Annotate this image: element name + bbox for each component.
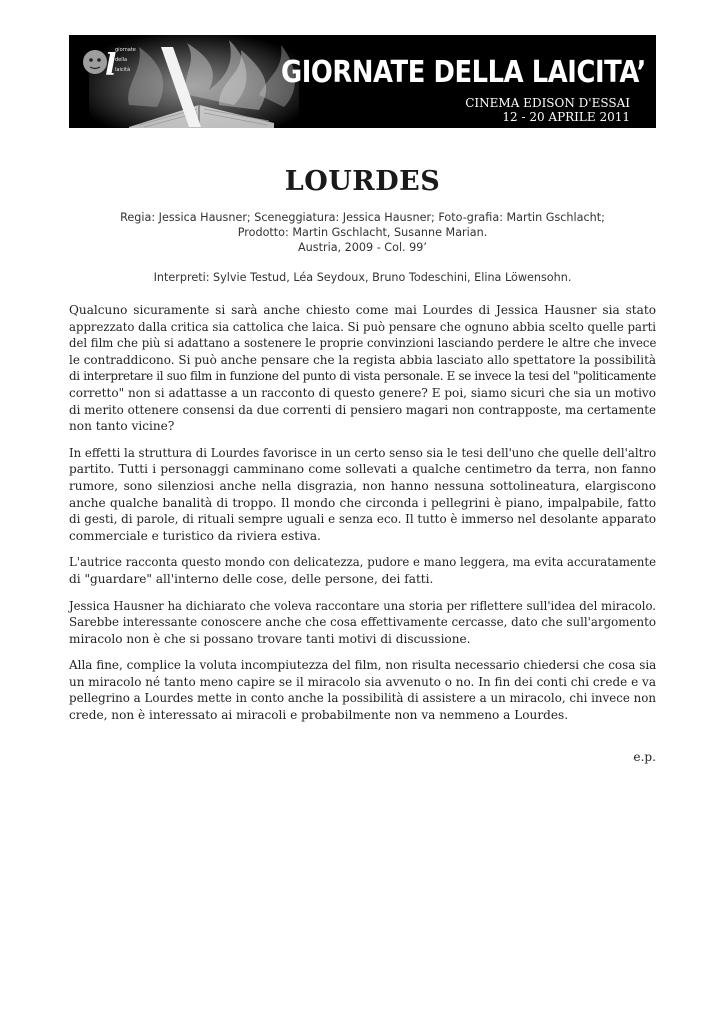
text-line: crede, non è interessato ai miracoli e probabilmente non va nemmeno a Lourdes. [69, 708, 569, 723]
text-line: Alla fine, complice la voluta incompiutezza del film, non risulta necessario chiedersi che cosa sia [69, 658, 657, 673]
review-body [69, 302, 656, 734]
text-line: anche qualche banalità di troppo. Il mondo che circonda i pellegrini è piano, impalpabile, fatto [69, 495, 656, 510]
review-paragraph [69, 554, 656, 587]
festival-dates: 12 - 20 APRILE 2011 [502, 110, 630, 124]
text-line: di gesti, di parole, di rituali sempre uguali e senza eco. Il tutto è immerso nel desolante apparato [69, 512, 657, 527]
text-line: In effetti la struttura di Lourdes favorisce in un certo senso sia le tesi dell'uno che quelle dell'altro [69, 445, 657, 460]
logo-word: laicità [115, 67, 131, 73]
festival-banner [69, 35, 656, 128]
review-paragraph [69, 598, 656, 648]
logo-word: della [115, 57, 128, 63]
credits-line: Prodotto: Martin Gschlacht, Susanne Marian. [237, 226, 488, 239]
text-line: non tanto vicine? [69, 419, 175, 434]
text-line: rumore, sono silenziosi anche nella disgrazia, non hanno nessuna sottolineatura, elargiscono [69, 478, 656, 493]
review-paragraph [69, 445, 656, 545]
text-line: miracolo non è che si possano trovare tanti motivi di discussione. [69, 631, 471, 646]
text-line: apprezzato dalla critica sia cattolica che laica. Si può pensare che ognuno abbia scelto quelle parti [69, 319, 656, 334]
text-line: pellegrino a Lourdes mette in conto anche la possibilità di assistere a un miracolo, chi invece non [69, 691, 656, 706]
credits-line: Regia: Jessica Hausner; Sceneggiatura: Jessica Hausner; Foto-grafia: Martin Gschlacht; [120, 211, 605, 224]
text-line: le contraddicono. Si può anche pensare che la regista abbia lasciato allo spettatore la possibilità [69, 352, 657, 367]
text-line: Jessica Hausner ha dichiarato che voleva raccontare una storia per riflettere sull'idea del miracolo. [69, 598, 656, 613]
film-title: LOURDES [284, 166, 441, 197]
text-line: corretto" non si adattasse a un racconto di questo genere? E poi, siamo sicuri che sia un motivo [69, 385, 656, 400]
logo-wordmark [115, 45, 136, 75]
text-line: Qualcuno sicuramente si sarà anche chiesto come mai Lourdes di Jessica Hausner sia stato [69, 303, 656, 317]
text-line: di interpretare il suo film in funzione del punto di vista personale. E se invece la tesi del "politicamente [69, 369, 656, 384]
text-line: di merito ottenere consensi da due correnti di pensiero magari non contrapposte, ma certamente [69, 402, 656, 417]
text-line: del film che più si adattano a sostenere le proprie convinzioni lasciando perdere le altre che invece [69, 336, 657, 351]
review-paragraph [69, 657, 656, 723]
text-line: partito. Tutti i personaggi camminano come sollevati a qualche centimetro da terra, non fanno [69, 462, 656, 477]
credits-line: Austria, 2009 - Col. 99’ [298, 241, 427, 254]
film-credits [69, 210, 656, 255]
film-cast: Interpreti: Sylvie Testud, Léa Seydoux, Bruno Todeschini, Elina Löwensohn. [153, 271, 572, 284]
logo-face-icon [83, 50, 107, 74]
logo-letter: l [105, 48, 117, 83]
festival-title: GIORNATE DELLA LAICITA’ [281, 55, 646, 90]
text-line: Sarebbe interessante conoscere anche che cosa effettivamente cercasse, dato che sull'argomento [69, 615, 656, 630]
logo-word: giornate [115, 47, 136, 53]
text-line: un miracolo né tanto meno capire se il miracolo sia avvenuto o no. In fin dei conti chi crede e va [69, 674, 656, 689]
text-line: commerciale e turistico da riviera estiva. [69, 528, 321, 543]
venue-name: CINEMA EDISON D'ESSAI [465, 96, 630, 110]
review-paragraph [69, 302, 656, 435]
text-line: L'autrice racconta questo mondo con delicatezza, pudore e mano leggera, ma evita accuratamente [69, 555, 656, 570]
text-line: di "guardare" all'interno delle cose, delle persone, dei fatti. [69, 571, 434, 586]
author-signature: e.p. [633, 750, 656, 764]
